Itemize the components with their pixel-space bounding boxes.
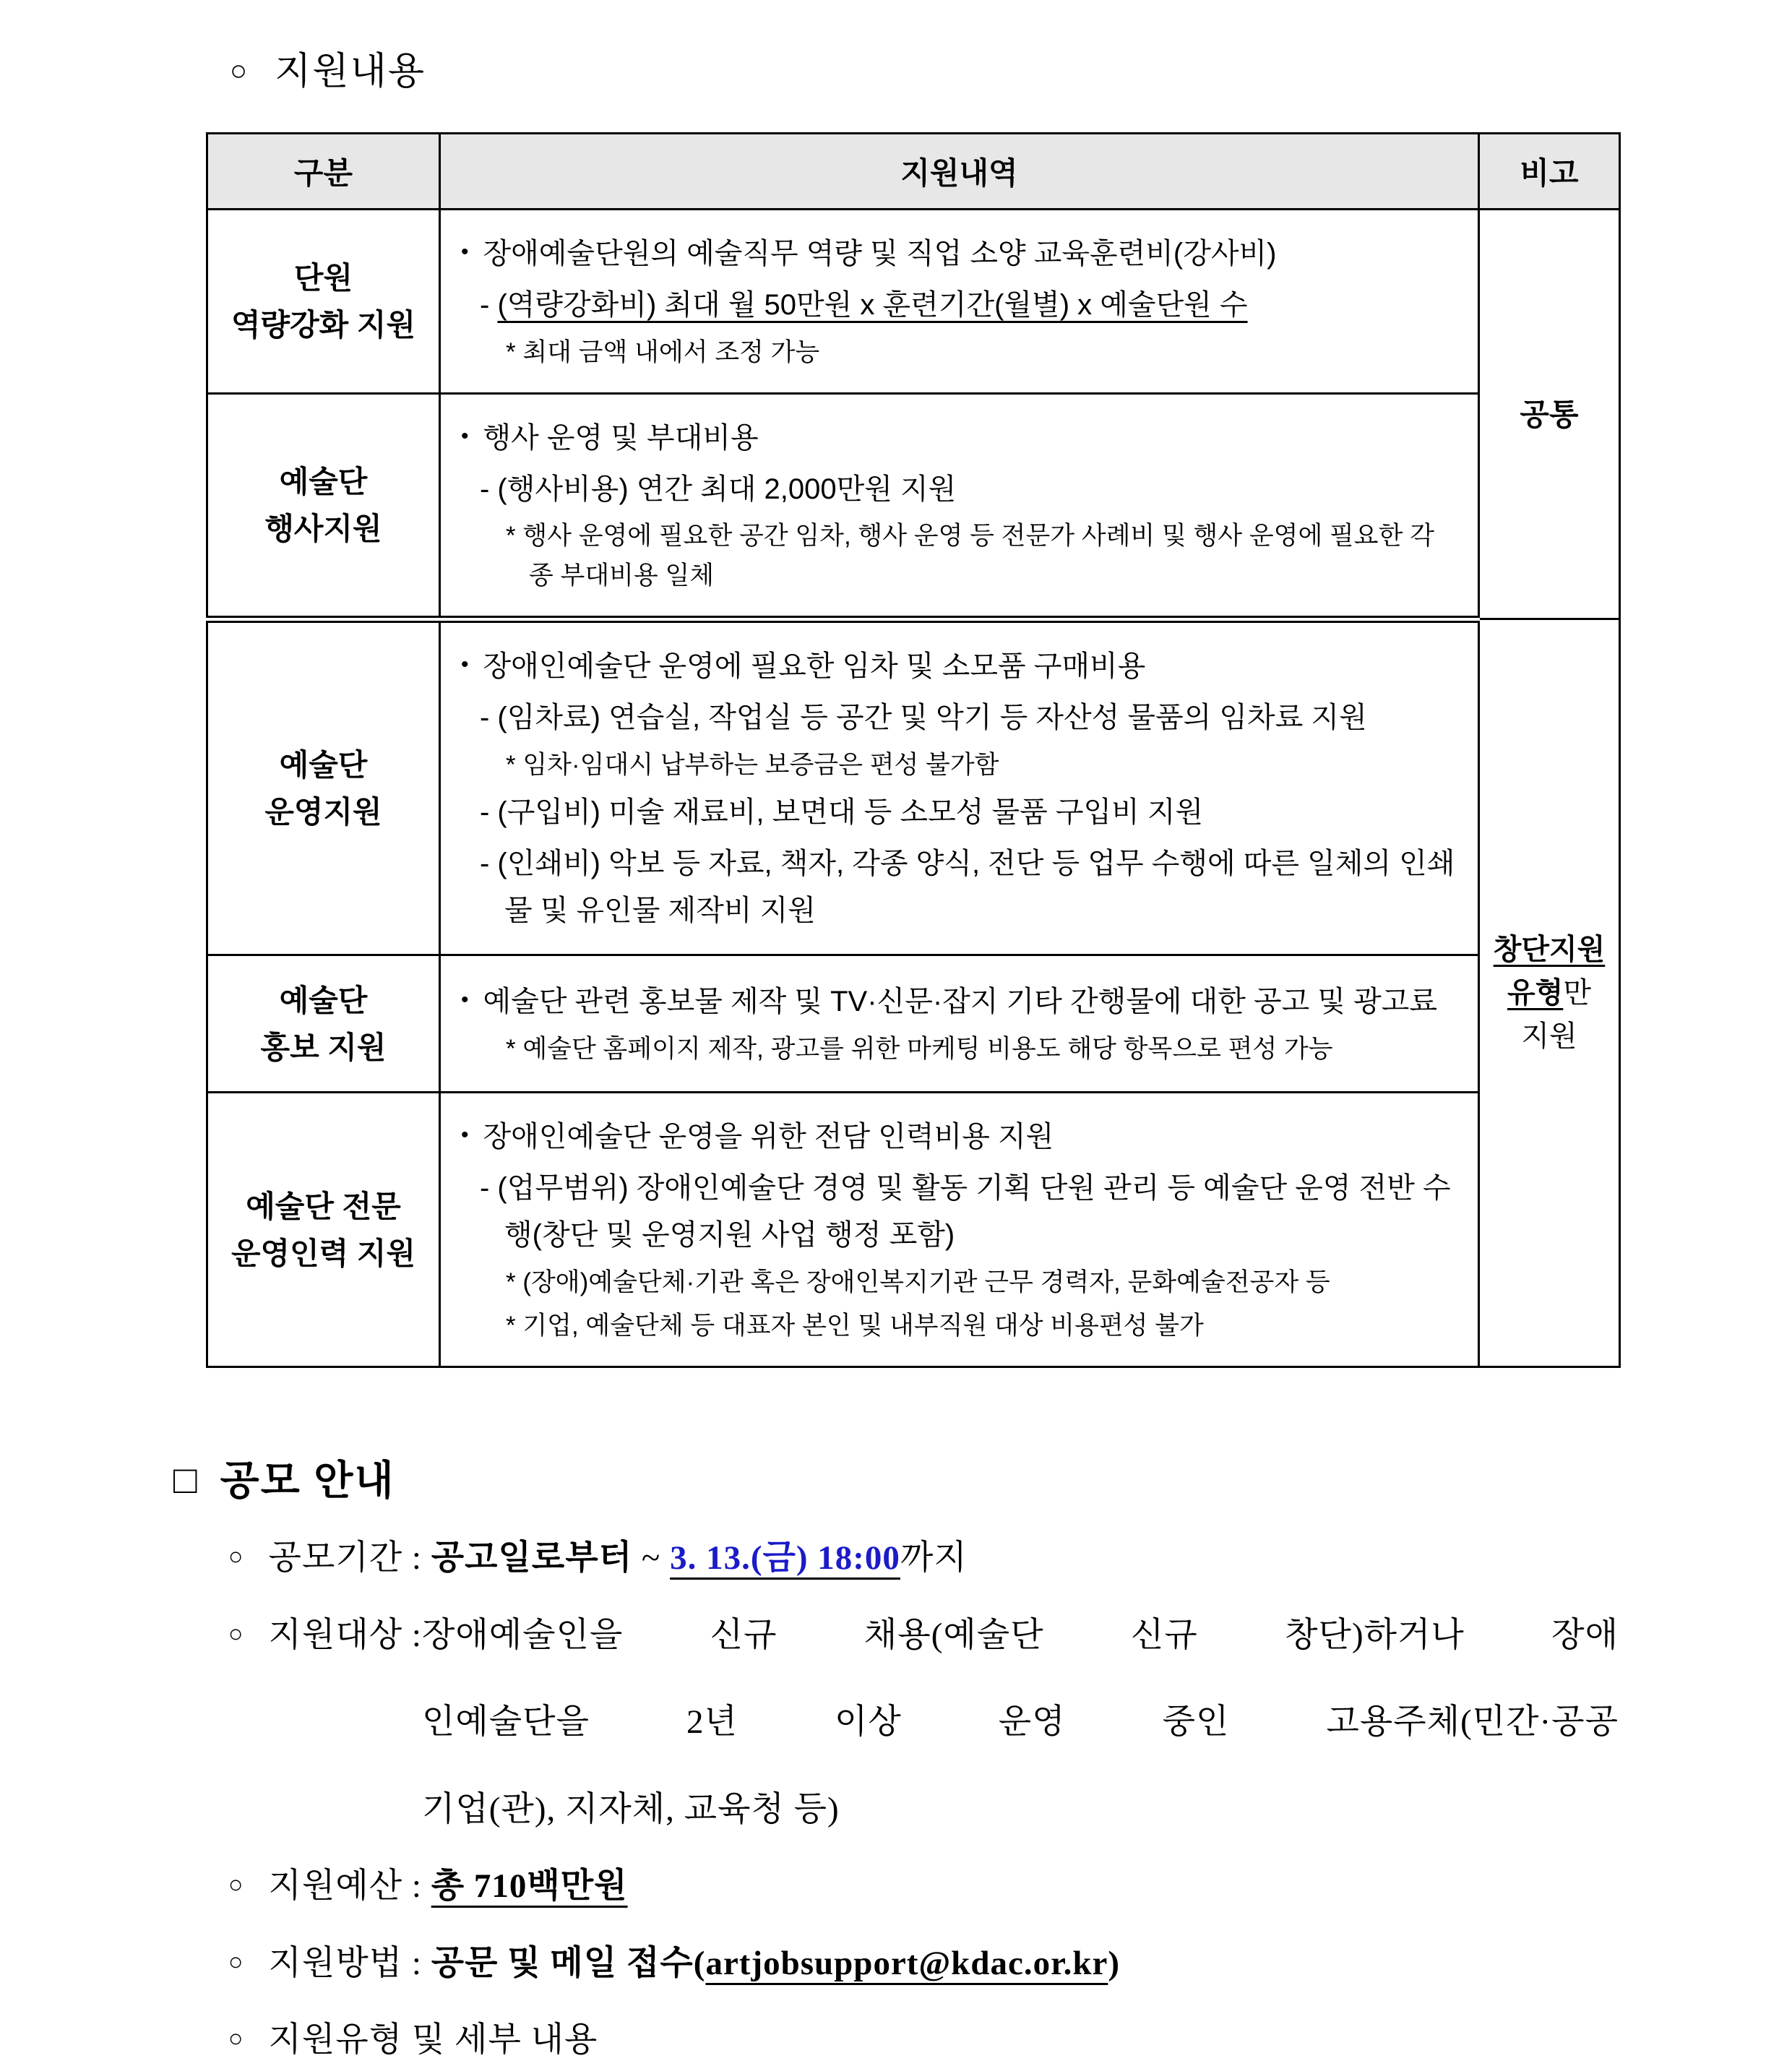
table-row-promotion-support — [207, 955, 1620, 1093]
period-deadline: 3. 13.(금) 18:00 — [670, 1539, 900, 1578]
item-target: ○ 지원대상 : 장애예술인을 신규 채용(예술단 신규 창단)하거나 장애 인예술단을 2년 이상 운영 중인 고용주체(민간·공공 기업(관), 지자체, 교육청 등) — [228, 1610, 1619, 1835]
section-title-text: 지원내용 — [275, 51, 426, 92]
circle-marker-icon: ○ — [228, 1544, 244, 1571]
item-method: ○ 지원방법 : 공문 및 메일 접수(artjobsupport@kdac.or.kr) — [228, 1944, 1121, 1982]
circle-marker-icon: ○ — [228, 1948, 244, 1976]
row-label-staff: 예술단 전문 운영인력 지원 — [207, 1093, 440, 1367]
row-content-operation: • 장애인예술단 운영에 필요한 임차 및 소모품 구매비용 - (임차료) 연습실, 작업실 등 공간 및 악기 등 자산성 물품의 임차료 지원 * 임차·임대시 납부하는 보증금은 편성 불가함 - (구입비) 미술 재료비, 보면대 등 소모성 물품 구입비 지원 - (인쇄비) 악보 등 자료, 책자, 각종 양식, 전단 등 업무 수행에 따른 일체의 인쇄물 및 유인물 제작비 지원 — [440, 619, 1479, 955]
period-label: 공모기간 — [268, 1539, 403, 1578]
col-header-category: 구분 — [207, 134, 440, 210]
bullet-icon: • — [461, 1123, 469, 1148]
table-row-staff-support — [207, 1093, 1620, 1367]
method-suffix: ) — [1108, 1944, 1121, 1982]
row-content-staff: • 장애인예술단 운영을 위한 전담 인력비용 지원 - (업무범위) 장애인예술단 경영 및 활동 기획 단원 관리 등 예술단 운영 전반 수행(창단 및 운영지원 사업 행정 포함) * (장애)예술단체·기관 혹은 장애인복지기관 근무 경력자, 문화예술전공자 등 * 기업, 예술단체 등 대표자 본인 및 내부직원 대상 비용편성 불가 — [440, 1093, 1479, 1367]
row-label-operation: 예술단 운영지원 — [207, 619, 440, 955]
underlined-amount-formula: (역량강화비) 최대 월 50만원 x 훈련기간(월별) x 예술단원 수 — [497, 288, 1248, 321]
table-header-row — [207, 134, 1620, 210]
remark-common: 공통 — [1479, 210, 1620, 619]
circle-marker-icon: ○ — [228, 2026, 244, 2053]
announcement-heading — [173, 1449, 1792, 1507]
item-support-type — [228, 2015, 1619, 2066]
square-marker-icon: □ — [173, 1458, 199, 1502]
row-label-promotion: 예술단 홍보 지원 — [207, 955, 440, 1093]
method-prefix: 공문 및 메일 접수( — [431, 1944, 706, 1982]
budget-label: 지원예산 — [268, 1867, 403, 1906]
announcement-list — [228, 1533, 1619, 2066]
period-suffix: 까지 — [900, 1539, 968, 1578]
method-label: 지원방법 — [268, 1944, 403, 1982]
method-email: artjobsupport@kdac.or.kr — [705, 1944, 1108, 1982]
period-from: 공고일로부터 — [431, 1539, 633, 1578]
row-label-event: 예술단 행사지원 — [207, 393, 440, 619]
target-label: 지원대상 — [268, 1616, 403, 1654]
bullet-icon: • — [461, 240, 469, 264]
table-row-operation-support — [207, 619, 1620, 955]
row-content-promotion: • 예술단 관련 홍보물 제작 및 TV·신문·잡지 기타 간행물에 대한 공고 및 광고료 * 예술단 홈페이지 제작, 광고를 위한 마케팅 비용도 해당 항목으로 편성 가능 — [440, 955, 1479, 1093]
table-row-event-support — [207, 393, 1620, 619]
circle-marker-icon: ○ — [228, 1872, 244, 1899]
announcement-heading-text: 공모 안내 — [220, 1458, 395, 1504]
remark-foundation-only: 창단지원 유형만 지원 — [1479, 619, 1620, 1367]
item-budget: ○ 지원예산 : 총 710백만원 — [228, 1867, 628, 1906]
budget-value: 총 710백만원 — [431, 1867, 628, 1906]
item-period: ○ 공모기간 : 공고일로부터 ~ 3. 13.(금) 18:00까지 — [228, 1539, 968, 1578]
bullet-icon: • — [461, 988, 469, 1012]
circle-marker-icon: ○ — [230, 54, 249, 87]
table-row-capacity-support — [207, 210, 1620, 394]
row-content-event: • 행사 운영 및 부대비용 - (행사비용) 연간 최대 2,000만원 지원 * 행사 운영에 필요한 공간 임차, 행사 운영 등 전문가 사례비 및 행사 운영에 필요한 각종 부대비용 일체 — [440, 393, 1479, 619]
section-title-support-content — [230, 40, 1792, 95]
support-type-label: 지원유형 및 세부 내용 — [268, 2021, 598, 2059]
bullet-icon: • — [461, 423, 469, 448]
col-header-remark: 비고 — [1479, 134, 1620, 210]
col-header-support-details: 지원내역 — [440, 134, 1479, 210]
support-details-table — [206, 132, 1621, 1368]
bullet-icon: • — [461, 653, 469, 677]
row-content-capacity: • 장애예술단원의 예술직무 역량 및 직업 소양 교육훈련비(강사비) - (역량강화비) 최대 월 50만원 x 훈련기간(월별) x 예술단원 수 * 최대 금액 내에서 조정 가능 — [440, 210, 1479, 394]
circle-marker-icon: ○ — [228, 1620, 244, 1648]
target-text: 장애예술인을 신규 채용(예술단 신규 창단)하거나 장애 인예술단을 2년 이상 운영 중인 고용주체(민간·공공 기업(관), 지자체, 교육청 등) — [421, 1616, 1619, 1828]
row-label-capacity: 단원 역량강화 지원 — [207, 210, 440, 394]
